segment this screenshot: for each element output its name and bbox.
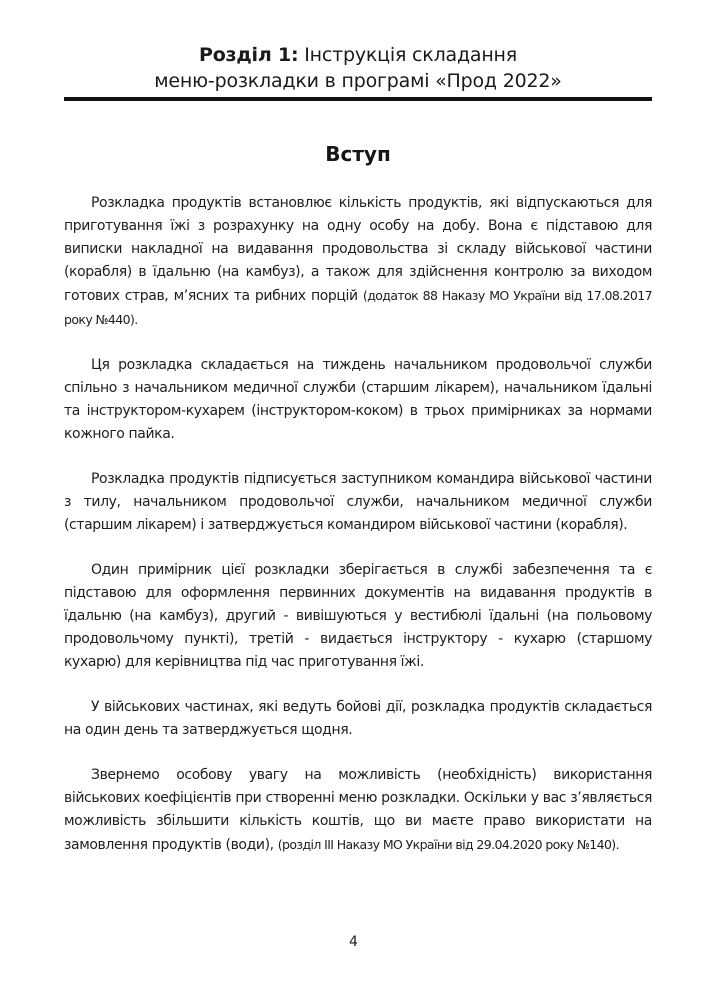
- page-number: 4: [349, 934, 358, 950]
- section-heading: Вступ: [325, 142, 391, 166]
- chapter-number: Розділ 1:: [198, 44, 299, 66]
- citation-ref: (розділ III Наказу МО України від 29.04.2020 року №140).: [277, 837, 619, 852]
- body-paragraph: [64, 559, 652, 674]
- body-paragraph: [64, 192, 652, 332]
- citation-ref: (додаток 88 Наказу МО України від 17.08.2017 року №440).: [64, 288, 652, 327]
- paragraph-text: У військових частинах, які ведуть бойові дії, розкладка продуктів складається на один день та затверджується щодня.: [64, 699, 652, 738]
- paragraph-text: Розкладка продуктів встановлює кількість продуктів, які відпускаються для приготування їжі з розрахунку на одну особу на добу. Вона є підставою для виписки накладної на видавання продовольства зі складу військової частини (корабля) в їдальню (на камбуз), а також для здійснення контролю за виходом готових страв, м’ясних та рибних порцій: [64, 195, 652, 304]
- chapter-title-line2: меню-розкладки в програмі «Прод 2022»: [154, 70, 562, 92]
- body-paragraph: [64, 354, 652, 446]
- body-paragraph: [64, 764, 652, 857]
- paragraph-text: Ця розкладка складається на тиждень начальником продовольчої служби спільно з начальником медичної служби (старшим лікарем), начальником їдальні та інструктором-кухарем (інструктором-коком) в трьох примірниках за нормами кожного пайка.: [64, 357, 652, 442]
- body-paragraph: [64, 468, 652, 537]
- title-divider: [64, 97, 652, 101]
- chapter-title: [64, 0, 652, 94]
- paragraph-text: Один примірник цієї розкладки зберігається в службі забезпечення та є підставою для оформлення первинних документів на видавання продуктів в їдальню (на камбуз), другий - вивішуються у вестибюлі їдальні (на польовому продовольчому пункті), третій - видається інструктору - кухарю (старшому кухарю) для керівництва під час приготування їжі.: [64, 562, 652, 670]
- paragraph-text: Звернемо особову увагу на можливість (необхідність) використання військових коефіцієнтів при створенні меню розкладки. Оскільки у вас з’являється можливість збільшити кількість коштів, що ви маєте право використати на замовлення продуктів (води),: [64, 767, 652, 853]
- paragraph-text: Розкладка продуктів підписується заступником командира військової частини з тилу, начальником продовольчої служби, начальником медичної служби (старшим лікарем) і затверджується командиром військової частини (корабля).: [64, 471, 652, 533]
- body-paragraph: [64, 696, 652, 742]
- chapter-title-text: Інструкція складання: [298, 44, 518, 66]
